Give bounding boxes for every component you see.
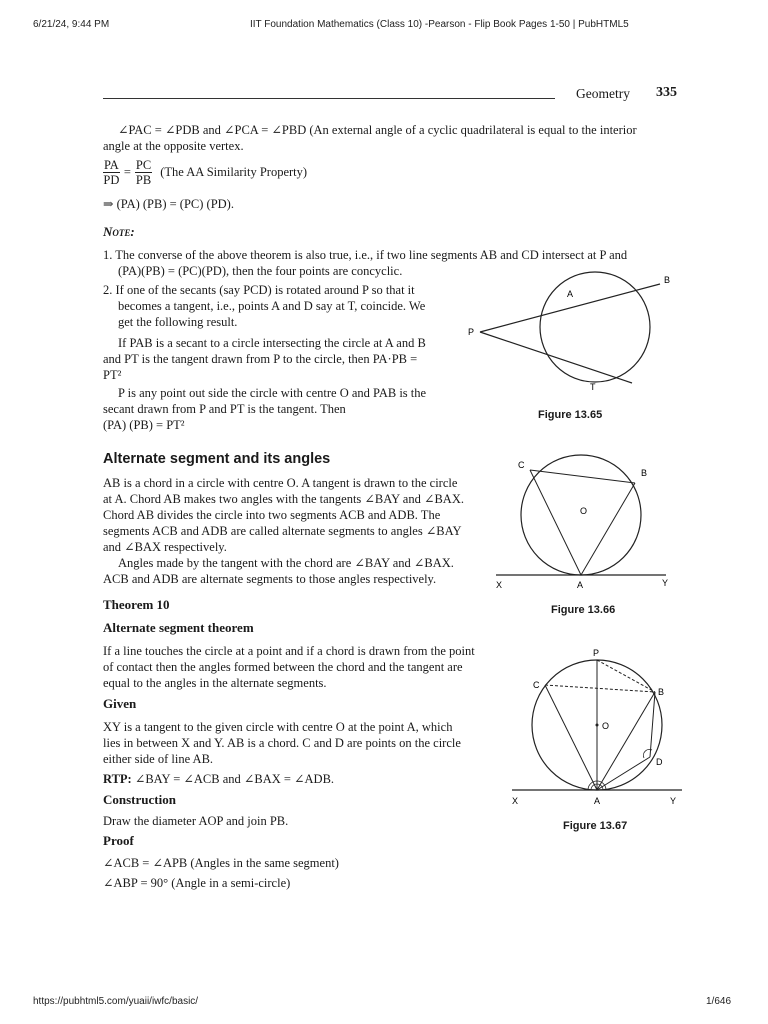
given-title: Given <box>103 696 137 711</box>
alt-para-1-line-2: at A. Chord AB makes two angles with the tangents ∠BAY and ∠BAX. <box>103 492 464 506</box>
fig67-chord-ab <box>597 692 655 790</box>
print-url[interactable]: https://pubhtml5.com/yuaii/iwfc/basic/ <box>33 996 199 1007</box>
fig66-label-c: C <box>518 460 525 470</box>
fig65-label-t: T <box>590 382 596 392</box>
rtp-label: RTP: <box>103 772 132 786</box>
fig67-label-a: A <box>594 796 601 806</box>
figure-13-66-diagram <box>488 450 688 595</box>
fig66-label-a: A <box>577 580 584 590</box>
note-item-2-line-1: 2. If one of the secants (say PCD) is rotated around P so that it <box>103 283 415 297</box>
theorem-name: Alternate segment theorem <box>103 620 254 635</box>
fig67-label-b: B <box>658 687 665 697</box>
fig65-circle <box>540 272 650 382</box>
theorem-statement-line-1: If a line touches the circle at a point and if a chord is drawn from the point <box>103 644 475 658</box>
fig67-label-o: O <box>602 721 610 731</box>
figure-13-67-caption: Figure 13.67 <box>563 820 628 832</box>
fig67-chord-bd <box>650 692 655 757</box>
fig65-label-b: B <box>664 275 671 285</box>
fig66-label-y: Y <box>662 578 669 588</box>
running-section: Geometry <box>576 86 630 101</box>
secant-para2-line-3: (PA) (PB) = PT² <box>103 418 185 432</box>
rtp-text: ∠BAY = ∠ACB and ∠BAX = ∠ADB. <box>134 772 335 786</box>
note-item-2-line-2: becomes a tangent, i.e., points A and D say at T, coincide. We <box>118 299 426 313</box>
given-line-3: either side of line AB. <box>103 752 214 766</box>
secant-para-line-2: and PT is the tangent drawn from P to the circle, then PA·PB = <box>103 352 418 366</box>
fig66-chord-cb <box>530 470 635 483</box>
fraction-pa-pd: $\frac{PA}{PD}$ <box>103 158 120 187</box>
note-title: Note: <box>103 224 135 239</box>
given-line-1: XY is a tangent to the given circle with centre O at the point A, which <box>103 720 453 734</box>
intro-line-2: angle at the opposite vertex. <box>103 139 244 153</box>
proof-line-2: ∠ABP = 90° (Angle in a semi-circle) <box>103 876 291 890</box>
fig67-chord-pb <box>597 660 655 692</box>
fig66-label-o: O <box>580 506 588 516</box>
fig66-chord-ca <box>530 470 581 575</box>
fig67-center-dot <box>596 724 599 727</box>
print-title: IIT Foundation Mathematics (Class 10) -Pearson - Flip Book Pages 1-50 | PubHTML5 <box>250 19 629 30</box>
print-page-counter: 1/646 <box>706 996 732 1007</box>
fig67-label-c: C <box>533 680 540 690</box>
rtp-line <box>103 771 334 787</box>
construction-text: Draw the diameter AOP and join PB. <box>103 814 289 828</box>
alt-para-1-line-3: Chord AB divides the circle into two segments ACB and ADB. The <box>103 508 441 522</box>
theorem-title: Theorem 10 <box>103 597 170 612</box>
fig67-chord-ca <box>545 685 597 790</box>
figure-13-65-caption: Figure 13.65 <box>538 409 603 421</box>
section-heading-alternate-segment: Alternate segment and its angles <box>103 451 331 467</box>
fig67-chord-cb <box>545 685 655 692</box>
fig67-label-x: X <box>512 796 519 806</box>
page-number: 335 <box>656 85 677 100</box>
alt-para-1-line-1: AB is a chord in a circle with centre O. A tangent is drawn to the circle <box>103 476 458 490</box>
alt-para-1-line-5: and ∠BAX respectively. <box>103 540 227 554</box>
secant-para-line-3: PT² <box>103 368 122 382</box>
secant-para-line-1: If PAB is a secant to a circle intersecting the circle at A and B <box>118 336 426 350</box>
fraction-equation: $\frac{PA}{PD}$ = $\frac{PC}{PB}$ (The AA Similarity Property) <box>103 158 308 187</box>
figure-13-67-diagram <box>500 645 690 810</box>
fig65-label-p: P <box>468 327 475 337</box>
alt-para-2-line-1: Angles made by the tangent with the chord are ∠BAY and ∠BAX. <box>118 556 454 570</box>
fig66-label-b: B <box>641 468 648 478</box>
proof-line-1: ∠ACB = ∠APB (Angles in the same segment) <box>103 856 339 870</box>
note-item-1-line-2: (PA)(PB) = (PC)(PD), then the four points are concyclic. <box>118 264 403 278</box>
note-item-2-line-3: get the following result. <box>118 315 238 329</box>
fig66-label-x: X <box>496 580 503 590</box>
theorem-statement-line-2: of contact then the angles formed between the chord and the tangent are <box>103 660 463 674</box>
given-line-2: lies in between X and Y. AB is a chord. C and D are points on the circle <box>103 736 461 750</box>
note-item-1-line-1: 1. The converse of the above theorem is also true, i.e., if two line segments AB and CD intersect at P and <box>103 248 628 262</box>
print-datetime: 6/21/24, 9:44 PM <box>33 19 110 30</box>
implication: ⇒ (PA) (PB) = (PC) (PD). <box>103 197 234 211</box>
figure-13-66-caption: Figure 13.66 <box>551 604 616 616</box>
fig67-label-y: Y <box>670 796 677 806</box>
fig65-tangent-pt <box>480 332 632 383</box>
construction-title: Construction <box>103 792 176 807</box>
fraction-pc-pb: $\frac{PC}{PB}$ <box>135 158 152 187</box>
alt-para-1-line-4: segments ACB and ADB are called alternate segments to angles ∠BAY <box>103 524 462 538</box>
figure-13-65-diagram <box>460 265 690 400</box>
header-rule <box>103 98 555 99</box>
secant-para2-line-2: secant drawn from P and PT is the tangent. Then <box>103 402 346 416</box>
fig67-label-p: P <box>593 648 600 658</box>
fig65-label-a: A <box>567 289 574 299</box>
proof-title: Proof <box>103 833 134 848</box>
fig67-label-d: D <box>656 757 663 767</box>
alt-para-2-line-2: ACB and ADB are alternate segments to those angles respectively. <box>103 572 437 586</box>
secant-para2-line-1: P is any point out side the circle with centre O and PAB is the <box>118 386 427 400</box>
fig66-chord-ab <box>581 483 635 575</box>
intro-line-1: ∠PAC = ∠PDB and ∠PCA = ∠PBD (An external angle of a cyclic quadrilateral is equal to the interior <box>118 123 637 137</box>
theorem-statement-line-3: equal to the angles in the alternate segments. <box>103 676 327 690</box>
